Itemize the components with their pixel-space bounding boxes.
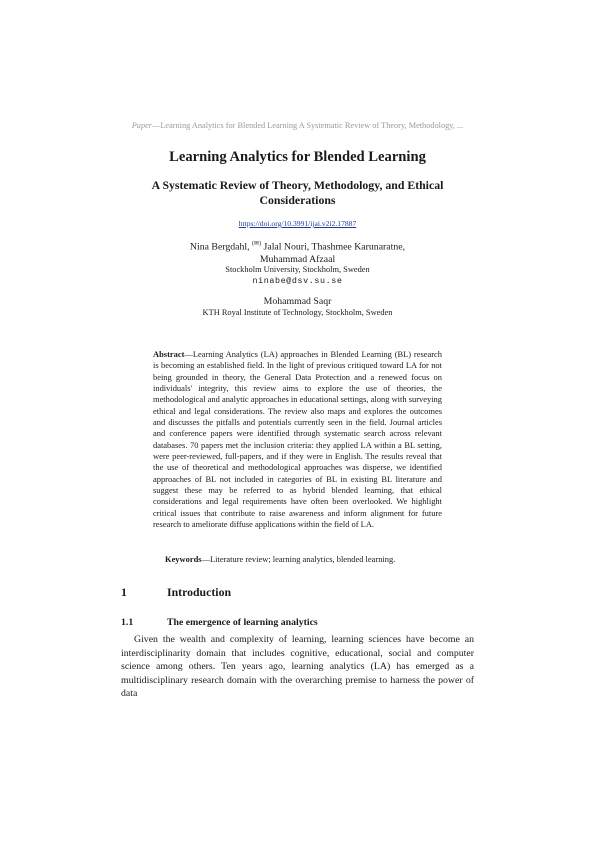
author-line1-after: Jalal Nouri, Thashmee Karunaratne, xyxy=(261,241,406,253)
section-number: 1 xyxy=(121,585,127,599)
keywords xyxy=(153,554,442,564)
second-author: Mohammad Saqr xyxy=(263,296,332,307)
subsection-heading xyxy=(121,617,318,628)
author-line1-before: Nina Bergdahl, xyxy=(189,241,253,253)
keywords-label: Keywords xyxy=(165,554,202,564)
subsection-title: The emergence of learning analytics xyxy=(167,617,318,628)
running-header-text: —Learning Analytics for Blended Learning A Systematic Review of Theory, Methodology, ... xyxy=(152,121,464,130)
paper-subtitle: A Systematic Review of Theory, Methodology, and Ethical Considerations xyxy=(151,178,444,207)
affiliation-stockholm: Stockholm University, Stockholm, Sweden xyxy=(225,265,370,274)
subsection-number: 1.1 xyxy=(121,617,134,628)
body-paragraph: Given the wealth and complexity of learning, learning sciences have become an interdisciplinarity domain that includes cognitive, educational, social and computer science among others. Ten years ago, learning analytics (LA) has emerged as a multidisciplinary research domain with the overarching premise to harness the power of data xyxy=(121,634,474,700)
abstract-label: Abstract xyxy=(153,349,185,359)
abstract xyxy=(153,349,442,531)
running-header-label: Paper xyxy=(131,121,153,130)
corresponding-author-mark: (✉) xyxy=(252,241,262,247)
section-title: Introduction xyxy=(167,585,232,599)
author-list xyxy=(160,238,435,266)
keywords-text: —Literature review; learning analytics, blended learning. xyxy=(201,554,396,564)
author-line2: Muhammad Afzaal xyxy=(259,254,336,266)
paper-title: Learning Analytics for Blended Learning xyxy=(169,149,426,165)
author-email[interactable]: ninabe@dsv.su.se xyxy=(252,276,343,286)
running-header xyxy=(0,121,595,130)
section-heading-introduction xyxy=(121,585,231,600)
abstract-text: —Learning Analytics (LA) approaches in Blended Learning (BL) research is becoming an established field. In the light of previous critiqued toward LA for not being grounded in theory, the General Data Protection and a renewed focus on individuals' integrity, this review aims to explore the use of theories, the methodological and analytic approaches in educational settings, along with surveying ethical and legal considerations. The review also maps and explores the outcomes and discusses the pitfalls and potentials currently seen in the field. Journal articles and conference papers were identified through systematic search across relevant databases. 70 papers met the inclusion criteria: they applied LA within a BL setting, were peer-reviewed, full-papers, and if they were in English. The results reveal that the use of theoretical and methodological approaches was disperse, we identified approaches of BL not included in categories of BL in existing BL literature and suggest these may be referred to as hybrid blended learning, that ethical considerations and legal requirements have often been overlooked. We highlight critical issues that contribute to raise awareness and inform alignment for future research to ameliorate diffuse applications within the field of LA. xyxy=(153,349,442,530)
affiliation-kth: KTH Royal Institute of Technology, Stockholm, Sweden xyxy=(202,308,393,317)
doi-link[interactable]: https://doi.org/10.3991/ijai.v2i2.17887 xyxy=(238,219,357,228)
